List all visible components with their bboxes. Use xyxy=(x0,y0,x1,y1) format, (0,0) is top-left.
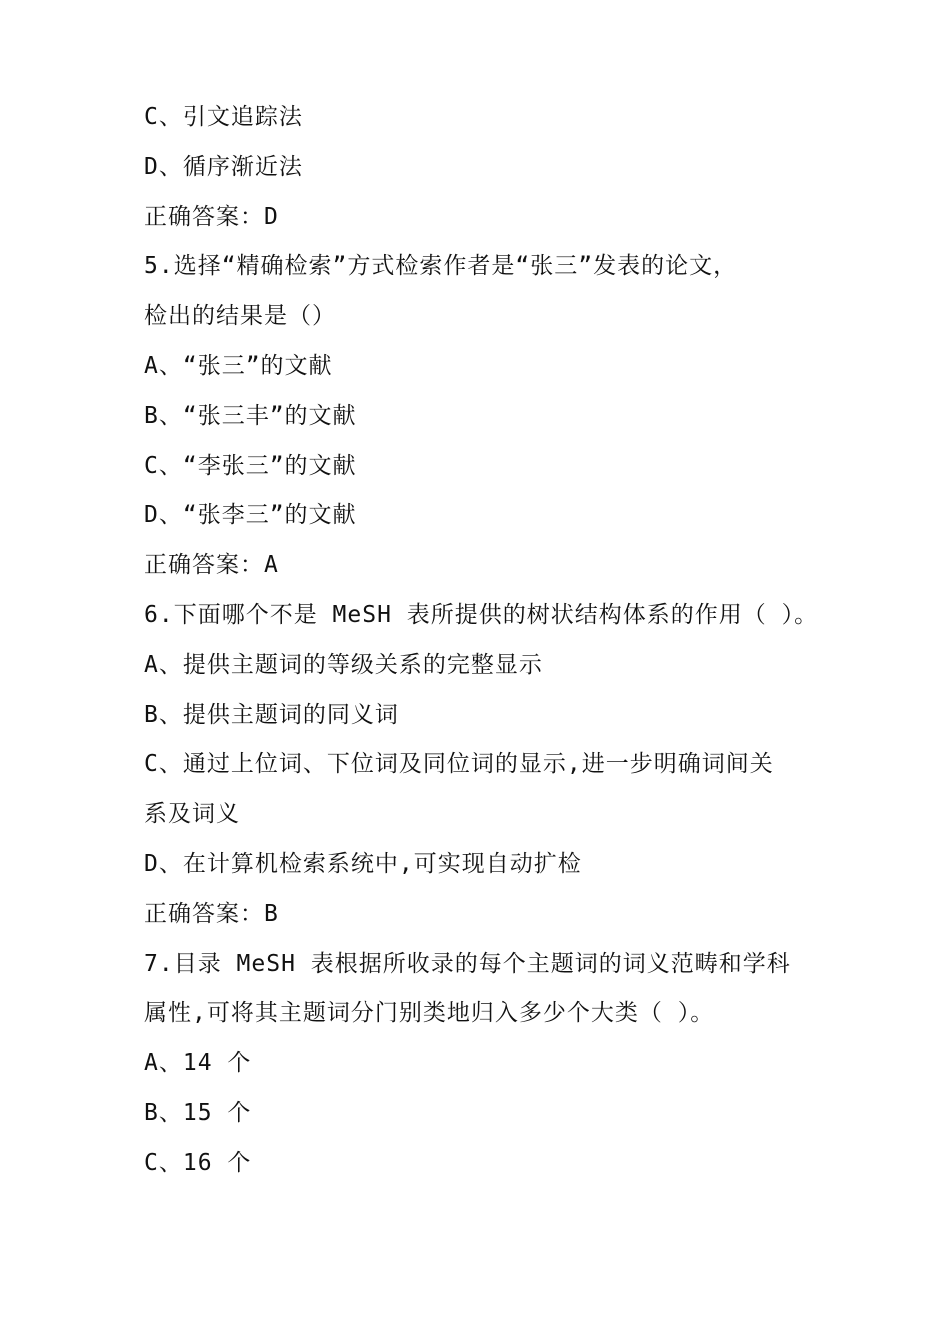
option-b-q5: B、“张三丰”的文献 xyxy=(144,402,357,429)
option-a-q5: A、“张三”的文献 xyxy=(144,352,333,379)
question-7-line-2: 属性,可将其主题词分门别类地归入多少个大类（ ）。 xyxy=(144,1000,715,1027)
answer-q5: 正确答案：A xyxy=(144,552,279,579)
option-c-q6-line-2: 系及词义 xyxy=(144,801,240,828)
answer-q4: 正确答案：D xyxy=(144,203,279,230)
question-6: 6.下面哪个不是 MeSH 表所提供的树状结构体系的作用（ ）。 xyxy=(144,601,819,628)
option-a-q7: A、14 个 xyxy=(144,1050,252,1077)
document-body xyxy=(144,93,824,1189)
option-c-q4: C、引文追踪法 xyxy=(144,104,303,130)
answer-q6: 正确答案：B xyxy=(144,900,279,927)
option-c-q6-line-1: C、通过上位词、下位词及同位词的显示,进一步明确词间关 xyxy=(144,751,774,778)
question-7-line-1: 7.目录 MeSH 表根据所收录的每个主题词的词义范畴和学科 xyxy=(144,950,791,977)
option-b-q7: B、15 个 xyxy=(144,1099,252,1126)
question-5-line-1: 5.选择“精确检索”方式检索作者是“张三”发表的论文， xyxy=(144,253,738,280)
option-d-q4: D、循序渐近法 xyxy=(144,153,303,180)
option-d-q6: D、在计算机检索系统中,可实现自动扩检 xyxy=(144,850,582,877)
option-c-q7: C、16 个 xyxy=(144,1149,252,1176)
option-d-q5: D、“张李三”的文献 xyxy=(144,502,357,529)
option-a-q6: A、提供主题词的等级关系的完整显示 xyxy=(144,651,543,678)
option-b-q6: B、提供主题词的同义词 xyxy=(144,701,399,728)
option-c-q5: C、“李张三”的文献 xyxy=(144,452,357,479)
question-5-line-2: 检出的结果是（） xyxy=(144,303,336,330)
